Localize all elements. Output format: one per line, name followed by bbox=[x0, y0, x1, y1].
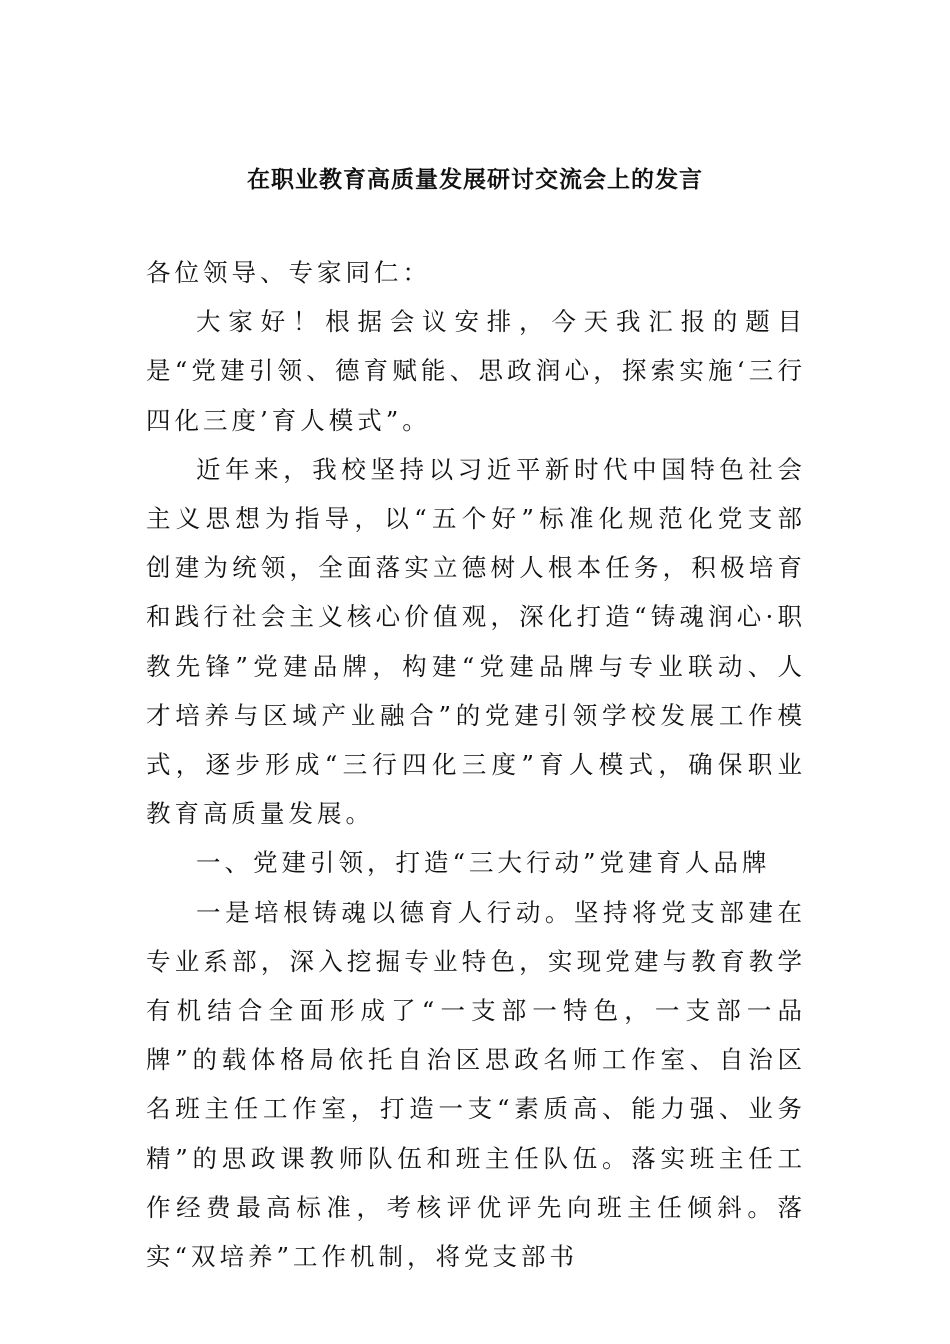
document-body bbox=[146, 248, 806, 1281]
paragraph-intro: 大家好！根据会议安排，今天我汇报的题目是“党建引领、德育赋能、思政润心，探索实施‘三行四化三度’育人模式”。 bbox=[146, 307, 806, 435]
paragraph-overview: 近年来，我校坚持以习近平新时代中国特色社会主义思想为指导，以“五个好”标准化规范化党支部创建为统领，全面落实立德树人根本任务，积极培育和践行社会主义核心价值观，深化打造“铸魂润心·职教先锋”党建品牌，构建“党建品牌与专业联动、人才培养与区域产业融合”的党建引领学校发展工作模式，逐步形成“三行四化三度”育人模式，确保职业教育高质量发展。 bbox=[146, 454, 806, 829]
section-heading-1: 一、党建引领，打造“三大行动”党建育人品牌 bbox=[196, 848, 771, 878]
paragraph-section-1-point-1: 一是培根铸魂以德育人行动。坚持将党支部建在专业系部，深入挖掘专业特色，实现党建与教育教学有机结合全面形成了“一支部一特色，一支部一品牌”的载体格局依托自治区思政名师工作室、自治区名班主任工作室，打造一支“素质高、能力强、业务精”的思政课教师队伍和班主任队伍。落实班主任工作经费最高标准，考核评优评先向班主任倾斜。落实“双培养”工作机制，将党支部书 bbox=[146, 897, 806, 1272]
salutation: 各位领导、专家同仁： bbox=[146, 258, 431, 287]
document-title: 在职业教育高质量发展研讨交流会上的发言 bbox=[247, 166, 703, 193]
